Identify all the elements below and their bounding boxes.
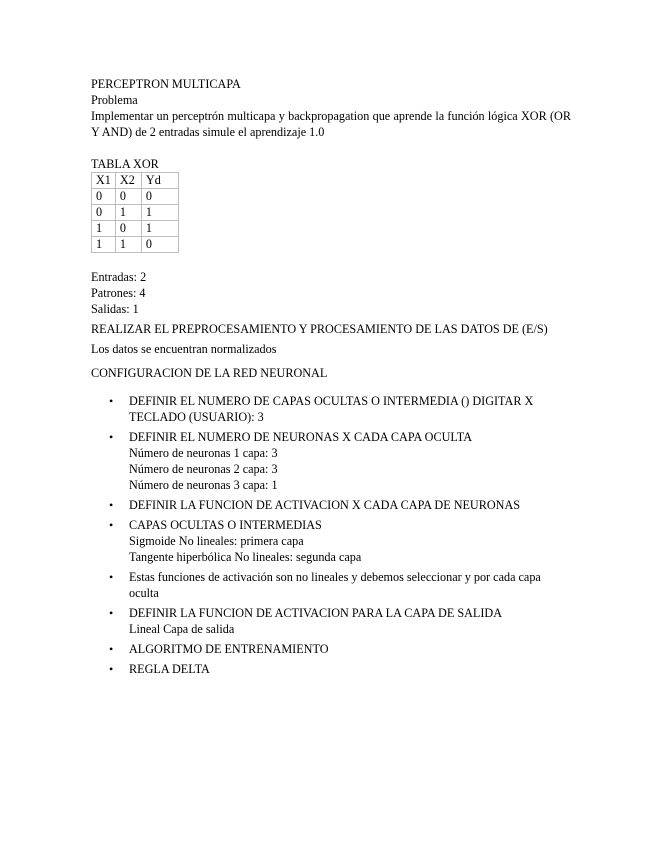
normalized-note: Los datos se encuentran normalizados xyxy=(91,342,277,356)
bullet-icon: • xyxy=(109,662,114,676)
table-header-row xyxy=(92,173,179,189)
table-cell: 1 xyxy=(141,221,178,237)
list-item xyxy=(91,605,571,637)
list-item xyxy=(91,661,571,677)
list-item-text: Estas funciones de activación son no lineales y debemos seleccionar y por cada capa oculta xyxy=(129,570,541,600)
table-header-cell: X1 xyxy=(92,173,116,189)
list-item-text: ALGORITMO DE ENTRENAMIENTO xyxy=(129,642,329,656)
xor-table xyxy=(91,172,179,253)
table-cell: 1 xyxy=(115,237,141,253)
list-item-subline: Número de neuronas 2 capa: 3 xyxy=(129,462,278,476)
table-row xyxy=(92,205,179,221)
list-item-text: DEFINIR LA FUNCION DE ACTIVACION PARA LA CAPA DE SALIDA xyxy=(129,606,503,620)
preprocessing-heading: REALIZAR EL PREPROCESAMIENTO Y PROCESAMIENTO DE LAS DATOS DE (E/S) xyxy=(91,322,548,336)
table-title: TABLA XOR xyxy=(91,157,159,171)
document-title: PERCEPTRON MULTICAPA xyxy=(91,77,241,91)
list-item-subline: Número de neuronas 3 capa: 1 xyxy=(129,478,278,492)
table-cell: 0 xyxy=(92,205,116,221)
list-item-text: REGLA DELTA xyxy=(129,662,210,676)
table-header-cell: Yd xyxy=(141,173,178,189)
list-item xyxy=(91,569,571,601)
list-item xyxy=(91,497,571,513)
table-row xyxy=(92,189,179,205)
table-cell: 1 xyxy=(92,237,116,253)
bullet-icon: • xyxy=(109,498,114,512)
list-item-subline: Sigmoide No lineales: primera capa xyxy=(129,534,304,548)
table-row xyxy=(92,221,179,237)
bullet-icon: • xyxy=(109,570,114,584)
list-item xyxy=(91,517,571,565)
problem-text: Implementar un perceptrón multicapa y backpropagation que aprende la función lógica XOR (OR Y AND) de 2 entradas simule el aprendizaje 1.0 xyxy=(91,109,571,139)
list-item-subline: Número de neuronas 1 capa: 3 xyxy=(129,446,278,460)
list-item-text: DEFINIR EL NUMERO DE NEURONAS X CADA CAPA OCULTA xyxy=(129,430,473,444)
bullet-icon: • xyxy=(109,430,114,444)
outputs-count: Salidas: 1 xyxy=(91,302,139,316)
list-item xyxy=(91,641,571,657)
table-cell: 0 xyxy=(141,189,178,205)
bullet-icon: • xyxy=(109,518,114,532)
table-cell: 0 xyxy=(92,189,116,205)
config-list xyxy=(91,393,571,677)
table-row xyxy=(92,237,179,253)
table-cell: 1 xyxy=(115,205,141,221)
inputs-count: Entradas: 2 xyxy=(91,270,147,284)
bullet-icon: • xyxy=(109,606,114,620)
table-cell: 0 xyxy=(115,189,141,205)
bullet-icon: • xyxy=(109,642,114,656)
table-cell: 0 xyxy=(141,237,178,253)
bullet-icon: • xyxy=(109,394,114,408)
table-cell: 0 xyxy=(115,221,141,237)
problem-label: Problema xyxy=(91,93,138,107)
table-cell: 1 xyxy=(141,205,178,221)
list-item-subline: Lineal Capa de salida xyxy=(129,622,235,636)
table-cell: 1 xyxy=(92,221,116,237)
table-header-cell: X2 xyxy=(115,173,141,189)
list-item-subline: Tangente hiperbólica No lineales: segunda capa xyxy=(129,550,362,564)
list-item xyxy=(91,429,571,493)
document-body xyxy=(91,76,571,681)
patterns-count: Patrones: 4 xyxy=(91,286,146,300)
list-item-text: CAPAS OCULTAS O INTERMEDIAS xyxy=(129,518,322,532)
config-heading: CONFIGURACION DE LA RED NEURONAL xyxy=(91,366,328,380)
list-item-text: DEFINIR EL NUMERO DE CAPAS OCULTAS O INTERMEDIA () DIGITAR X TECLADO (USUARIO): 3 xyxy=(129,394,534,424)
list-item xyxy=(91,393,571,425)
list-item-text: DEFINIR LA FUNCION DE ACTIVACION X CADA CAPA DE NEURONAS xyxy=(129,498,521,512)
